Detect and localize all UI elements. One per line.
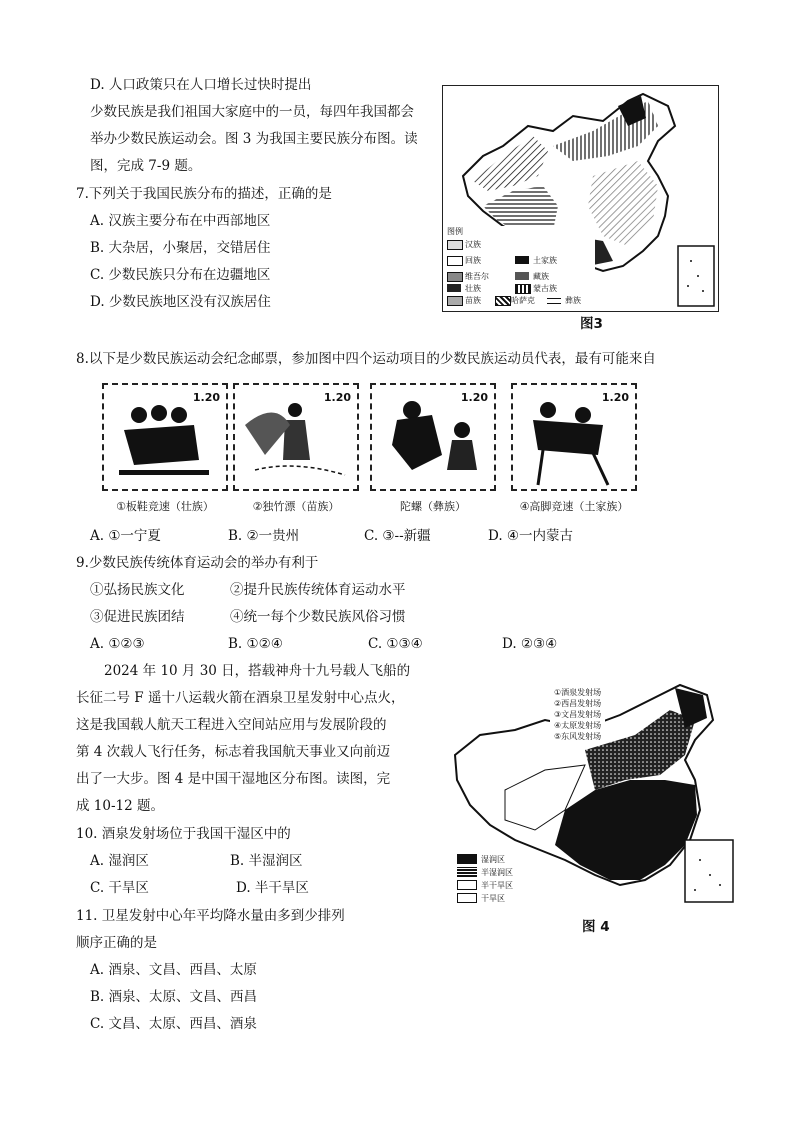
legend-label-1: 汉族 <box>465 240 481 249</box>
q7-option-b: B. 大杂居，小聚居，交错居住 <box>90 240 271 256</box>
q10-stem: 10. 酒泉发射场位于我国干湿区中的 <box>76 826 291 842</box>
stamp-4 <box>511 383 637 491</box>
legend-swatch-4 <box>447 272 463 282</box>
stamp-1 <box>102 383 228 491</box>
q9-option-c: C. ①③④ <box>368 636 423 652</box>
legend-label-5: 藏族 <box>533 272 549 281</box>
legend-swatch-9 <box>495 296 511 306</box>
legend-label-8: 苗族 <box>465 296 481 305</box>
fig4-legend-swatch-2 <box>457 867 477 877</box>
fig3-legend-title: 图例 <box>447 227 463 236</box>
intro2-line-2: 长征二号 F 遥十八运载火箭在酒泉卫星发射中心点火， <box>76 690 405 706</box>
q10-option-a: A. 湿润区 <box>90 853 149 869</box>
fig3-legend <box>445 226 595 308</box>
q9-item-3: ③促进民族团结 <box>90 609 185 625</box>
legend-label-9: 哈萨克 <box>511 296 535 305</box>
intro1-line-3: 图，完成 7-9 题。 <box>90 158 202 174</box>
q9-option-b: B. ①②④ <box>228 636 283 652</box>
fig4-legend-swatch-4 <box>457 893 477 903</box>
q11-option-b: B. 酒泉、太原、文昌、西昌 <box>90 989 258 1005</box>
stamp-3-price: 1.20 <box>460 391 488 404</box>
legend-label-2: 回族 <box>465 256 481 265</box>
legend-swatch-7 <box>447 284 461 292</box>
q10-option-d: D. 半干旱区 <box>236 880 309 896</box>
fig4-legend-label-1: 湿润区 <box>481 855 505 864</box>
q9-option-a: A. ①②③ <box>90 636 145 652</box>
intro1-line-2: 举办少数民族运动会。图 3 为我国主要民族分布图。读 <box>90 131 418 147</box>
q8-option-d: D. ④一内蒙古 <box>488 528 574 544</box>
fig4-legend-label-2: 半湿润区 <box>481 868 513 877</box>
q11-option-c: C. 文昌、太原、西昌、酒泉 <box>90 1016 257 1032</box>
q7-stem: 7.下列关于我国民族分布的描述，正确的是 <box>76 186 332 202</box>
q9-item-2: ②提升民族传统体育运动水平 <box>230 582 406 598</box>
fig4-legend-label-3: 半干旱区 <box>481 881 513 890</box>
q8-stem: 8.以下是少数民族运动会纪念邮票，参加图中四个运动项目的少数民族运动员代表，最有可能来自 <box>76 351 656 367</box>
q9-item-4: ④统一每个少数民族风俗习惯 <box>230 609 406 625</box>
stamp-1-caption: ①板鞋竞速（壮族） <box>116 500 214 513</box>
fig4-legend-label-4: 干旱区 <box>481 894 505 903</box>
legend-swatch-6 <box>515 284 531 294</box>
legend-swatch-2 <box>447 256 463 266</box>
fig4-site-list <box>550 685 605 744</box>
site-wenchang: ③文昌发射场 <box>554 710 602 719</box>
q6-option-d: D. 人口政策只在人口增长过快时提出 <box>90 77 312 93</box>
q8-option-a: A. ①一宁夏 <box>90 528 161 544</box>
q8-option-c: C. ③--新疆 <box>364 528 431 544</box>
legend-label-3: 土家族 <box>533 256 557 265</box>
site-dongfeng: ⑤东风发射场 <box>554 732 602 741</box>
stamp-4-price: 1.20 <box>601 391 629 404</box>
figure-3-map <box>442 85 719 312</box>
intro2-line-5: 出了一大步。图 4 是中国干湿地区分布图。读图，完 <box>76 771 391 787</box>
intro1-line-1: 少数民族是我们祖国大家庭中的一员，每四年我国都会 <box>90 104 414 120</box>
intro2-line-6: 成 10-12 题。 <box>76 798 165 814</box>
figure-4-map <box>445 680 740 910</box>
fig4-legend-swatch-1 <box>457 854 477 864</box>
legend-swatch-8 <box>447 296 463 306</box>
q7-option-d: D. 少数民族地区没有汉族居住 <box>90 294 271 310</box>
fig4-legend-swatch-3 <box>457 880 477 890</box>
stamp-4-caption: ④高脚竞速（土家族） <box>519 500 629 513</box>
legend-swatch-10 <box>547 298 561 304</box>
intro2-line-1: 2024 年 10 月 30 日，搭载神舟十九号载人飞船的 <box>104 663 411 679</box>
fig4-legend <box>455 852 527 906</box>
q7-option-c: C. 少数民族只分布在边疆地区 <box>90 267 271 283</box>
q9-option-d: D. ②③④ <box>502 636 558 652</box>
intro2-line-3: 这是我国载人航天工程进入空间站应用与发展阶段的 <box>76 717 387 733</box>
intro2-line-4: 第 4 次载人飞行任务，标志着我国航天事业又向前迈 <box>76 744 391 760</box>
q9-item-1: ①弘扬民族文化 <box>90 582 185 598</box>
q10-option-c: C. 干旱区 <box>90 880 149 896</box>
q7-option-a: A. 汉族主要分布在中西部地区 <box>90 213 271 229</box>
stamp-2 <box>233 383 359 491</box>
figure-3-caption: 图3 <box>580 316 603 332</box>
q11-stem-line-2: 顺序正确的是 <box>76 935 157 951</box>
stamp-2-caption: ②独竹漂（苗族） <box>252 500 340 513</box>
site-xichang: ②西昌发射场 <box>554 699 602 708</box>
q11-stem-line-1: 11. 卫星发射中心年平均降水量由多到少排列 <box>76 908 345 924</box>
south-sea-inset <box>678 246 714 306</box>
legend-swatch-3 <box>515 256 529 264</box>
q8-option-b: B. ②一贵州 <box>228 528 300 544</box>
q9-stem: 9.少数民族传统体育运动会的举办有利于 <box>76 555 319 571</box>
legend-swatch-1 <box>447 240 463 250</box>
stamp-3-caption: 陀螺（彝族） <box>400 500 466 513</box>
figure-4-caption: 图 4 <box>582 919 610 935</box>
site-taiyuan: ④太原发射场 <box>554 721 602 730</box>
stamp-2-price: 1.20 <box>323 391 351 404</box>
legend-label-4: 维吾尔 <box>465 272 489 281</box>
south-sea-inset-2 <box>685 840 733 902</box>
legend-swatch-5 <box>515 272 529 280</box>
legend-label-6: 蒙古族 <box>533 284 557 293</box>
legend-label-7: 壮族 <box>465 284 481 293</box>
stamp-1-price: 1.20 <box>192 391 220 404</box>
q10-option-b: B. 半湿润区 <box>230 853 303 869</box>
stamp-3 <box>370 383 496 491</box>
q11-option-a: A. 酒泉、文昌、西昌、太原 <box>90 962 257 978</box>
site-jiuquan: ①酒泉发射场 <box>554 688 602 697</box>
legend-label-10: 彝族 <box>565 296 581 305</box>
